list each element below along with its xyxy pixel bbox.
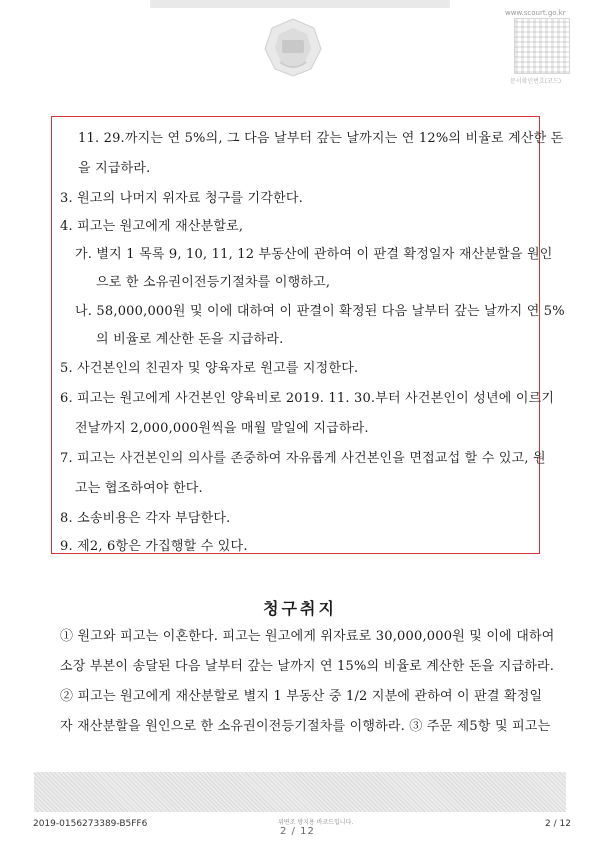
header-strip	[150, 0, 450, 8]
qr-url: www.scourt.go.kr	[505, 9, 566, 17]
claim-line: ① 원고와 피고는 이혼한다. 피고는 원고에게 위자료로 30,000,000원 및 이에 대하여	[60, 629, 555, 644]
box-line: 나. 58,000,000원 및 이에 대하여 이 판결이 확정된 다음 날부터 갚는 날까지 연 5%	[75, 304, 565, 319]
box-line: 5. 사건본인의 친권자 및 양육자로 원고를 지정한다.	[60, 361, 359, 376]
claim-line: 소장 부본이 송달된 다음 날부터 갚는 날까지 연 15%의 비율로 계산한 돈을 지급하라.	[60, 659, 555, 674]
box-line: 가. 별지 1 목록 9, 10, 11, 12 부동산에 관하여 이 판결 확정일자 재산분할을 원인	[75, 247, 553, 262]
footer-barcode-band	[34, 772, 566, 812]
qr-code	[514, 18, 570, 74]
box-line: 8. 소송비용은 각자 부담한다.	[60, 511, 231, 526]
document-id: 2019-0156273389-B5FF6	[33, 819, 148, 829]
box-line: 의 비율로 계산한 돈을 지급하라.	[96, 332, 284, 347]
claim-line: ② 피고는 원고에게 재산분할로 별지 1 부동산 중 1/2 지분에 관하여 이 판결 확정일	[60, 689, 543, 704]
claim-heading: 청구취지	[263, 599, 337, 618]
box-line: 7. 피고는 사건본인의 의사를 존중하여 자유롭게 사건본인을 면접교섭 할 수 있고, 원	[60, 451, 546, 466]
box-line: 4. 피고는 원고에게 재산분할로,	[60, 219, 244, 234]
box-line: 을 지급하라.	[78, 161, 151, 176]
box-line: 으로 한 소유권이전등기절차를 이행하고,	[96, 275, 331, 290]
claim-line: 자 재산분할을 원인으로 한 소유권이전등기절차를 이행하라. ③ 주문 제5항 및 피고는	[60, 719, 551, 734]
box-line: 11. 29.까지는 연 5%의, 그 다음 날부터 갚는 날까지는 연 12%의 비율로 계산한 돈	[78, 131, 564, 146]
page-number: 2 / 12	[545, 819, 571, 829]
footer-center-page: 2 / 12	[280, 826, 315, 837]
box-line: 6. 피고는 원고에게 사건본인 양육비로 2019. 11. 30.부터 사건본인이 성년에 이르기	[60, 391, 555, 406]
footer-note: 위변조 방지용 바코드입니다.	[278, 819, 354, 826]
box-line: 전날까지 2,000,000원씩을 매월 말일에 지급하라.	[75, 421, 369, 436]
box-line: 9. 제2, 6항은 가집행할 수 있다.	[60, 539, 248, 554]
court-emblem-icon	[262, 16, 324, 78]
box-line: 3. 원고의 나머지 위자료 청구를 기각한다.	[60, 191, 303, 206]
box-line: 고는 협조하여야 한다.	[75, 481, 203, 496]
qr-caption: 문서확인번호(코드)	[510, 78, 562, 85]
